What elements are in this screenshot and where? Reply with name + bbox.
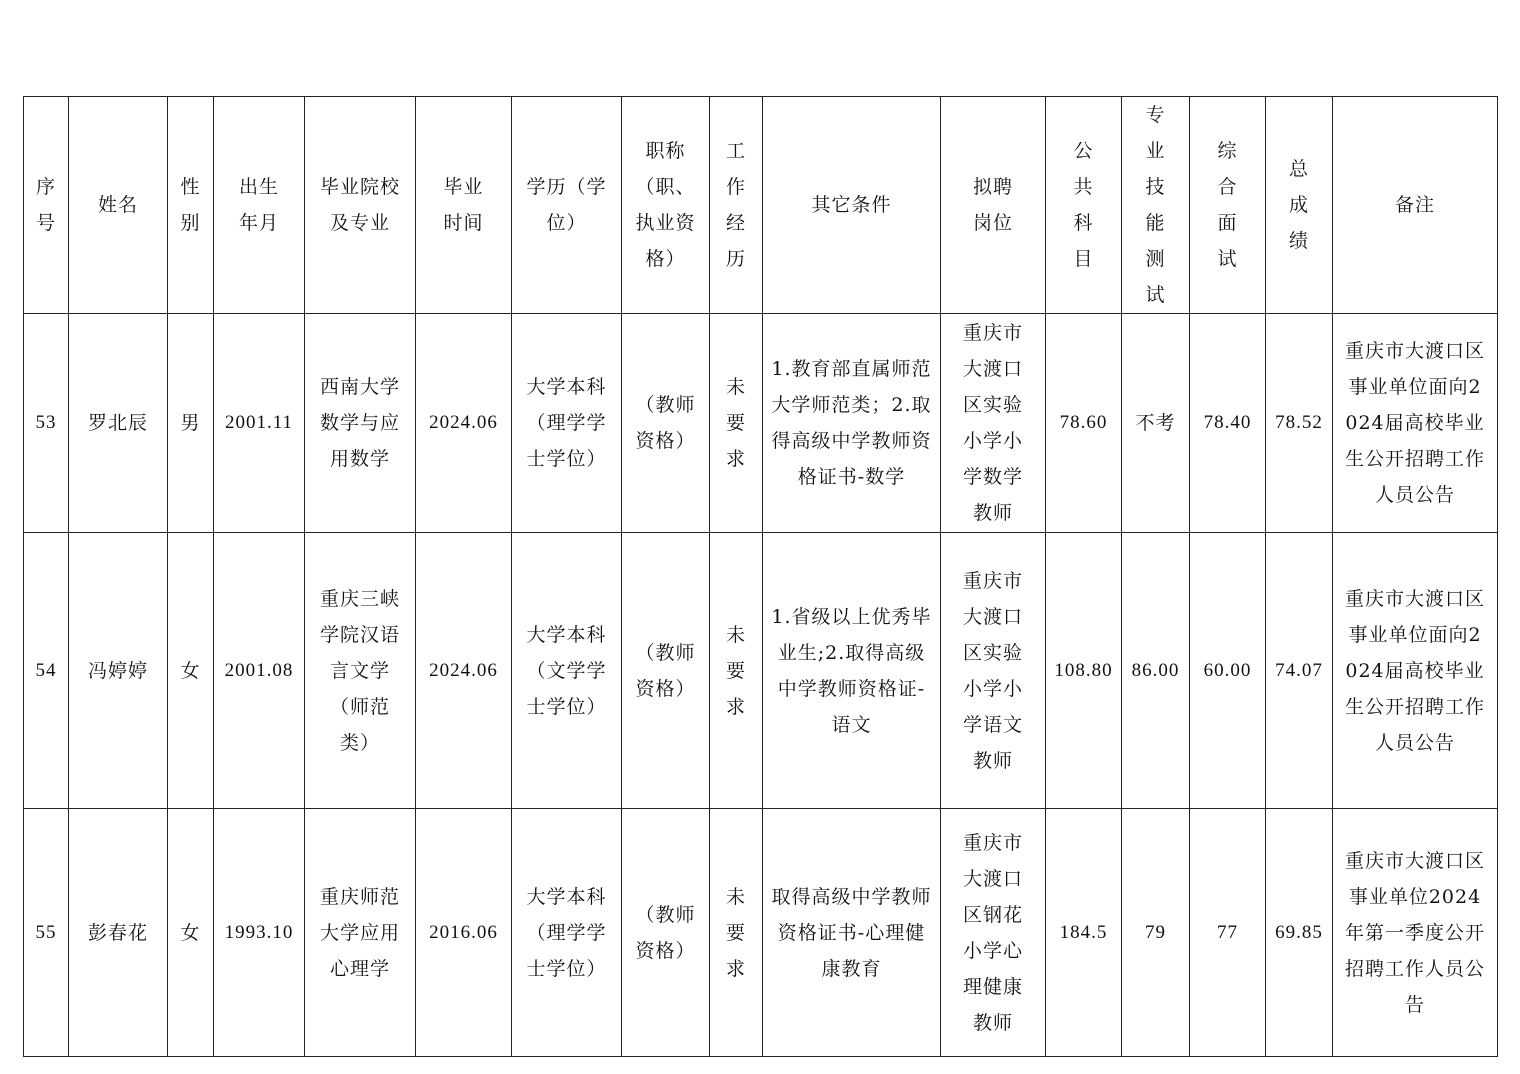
cell-public: 78.60 — [1046, 314, 1122, 533]
cell-other: 取得高级中学教师资格证书-心理健康教育 — [763, 809, 941, 1057]
cell-work: 未要求 — [710, 809, 763, 1057]
header-other: 其它条件 — [763, 97, 941, 314]
cell-seq: 54 — [24, 533, 69, 809]
cell-birth: 2001.08 — [214, 533, 305, 809]
header-remark: 备注 — [1333, 97, 1498, 314]
cell-birth: 2001.11 — [214, 314, 305, 533]
cell-gender: 女 — [168, 533, 214, 809]
header-work: 工作经历 — [710, 97, 763, 314]
header-name: 姓名 — [69, 97, 168, 314]
cell-title: （教师资格） — [622, 314, 710, 533]
cell-gender: 男 — [168, 314, 214, 533]
header-school: 毕业院校及专业 — [305, 97, 416, 314]
cell-school: 西南大学数学与应用数学 — [305, 314, 416, 533]
cell-title: （教师资格） — [622, 809, 710, 1057]
header-total: 总成绩 — [1266, 97, 1333, 314]
cell-seq: 55 — [24, 809, 69, 1057]
cell-seq: 53 — [24, 314, 69, 533]
cell-remark: 重庆市大渡口区事业单位面向2024届高校毕业生公开招聘工作人员公告 — [1333, 314, 1498, 533]
cell-other: 1.省级以上优秀毕业生;2.取得高级中学教师资格证-语文 — [763, 533, 941, 809]
cell-birth: 1993.10 — [214, 809, 305, 1057]
cell-public: 184.5 — [1046, 809, 1122, 1057]
cell-work: 未要求 — [710, 533, 763, 809]
table-row — [24, 533, 1498, 809]
cell-total: 78.52 — [1266, 314, 1333, 533]
cell-skill: 79 — [1122, 809, 1190, 1057]
cell-remark: 重庆市大渡口区事业单位面向2024届高校毕业生公开招聘工作人员公告 — [1333, 533, 1498, 809]
cell-degree: 大学本科（理学学士学位） — [512, 809, 622, 1057]
candidate-table — [23, 96, 1498, 1057]
cell-total: 69.85 — [1266, 809, 1333, 1057]
header-skill: 专业技能测试 — [1122, 97, 1190, 314]
cell-interview: 77 — [1190, 809, 1266, 1057]
header-degree: 学历（学位） — [512, 97, 622, 314]
cell-remark: 重庆市大渡口区事业单位2024年第一季度公开招聘工作人员公告 — [1333, 809, 1498, 1057]
cell-other: 1.教育部直属师范大学师范类；2.取得高级中学教师资格证书-数学 — [763, 314, 941, 533]
cell-interview: 78.40 — [1190, 314, 1266, 533]
cell-skill: 不考 — [1122, 314, 1190, 533]
cell-gender: 女 — [168, 809, 214, 1057]
cell-post: 重庆市大渡口区钢花小学心理健康教师 — [941, 809, 1046, 1057]
cell-name: 罗北辰 — [69, 314, 168, 533]
cell-degree: 大学本科（文学学士学位） — [512, 533, 622, 809]
cell-skill: 86.00 — [1122, 533, 1190, 809]
header-seq: 序号 — [24, 97, 69, 314]
cell-post: 重庆市大渡口区实验小学小学语文教师 — [941, 533, 1046, 809]
cell-degree: 大学本科（理学学士学位） — [512, 314, 622, 533]
cell-grad-time: 2024.06 — [416, 314, 512, 533]
cell-grad-time: 2016.06 — [416, 809, 512, 1057]
cell-name: 冯婷婷 — [69, 533, 168, 809]
cell-public: 108.80 — [1046, 533, 1122, 809]
header-gender: 性别 — [168, 97, 214, 314]
cell-name: 彭春花 — [69, 809, 168, 1057]
header-row — [24, 97, 1498, 314]
cell-grad-time: 2024.06 — [416, 533, 512, 809]
table-row — [24, 314, 1498, 533]
header-grad-time: 毕业时间 — [416, 97, 512, 314]
header-post: 拟聘岗位 — [941, 97, 1046, 314]
cell-work: 未要求 — [710, 314, 763, 533]
header-public: 公共科目 — [1046, 97, 1122, 314]
cell-school: 重庆三峡学院汉语言文学（师范类） — [305, 533, 416, 809]
header-title: 职称（职、执业资格） — [622, 97, 710, 314]
cell-title: （教师资格） — [622, 533, 710, 809]
cell-post: 重庆市大渡口区实验小学小学数学教师 — [941, 314, 1046, 533]
cell-interview: 60.00 — [1190, 533, 1266, 809]
header-interview: 综合面试 — [1190, 97, 1266, 314]
cell-total: 74.07 — [1266, 533, 1333, 809]
cell-school: 重庆师范大学应用心理学 — [305, 809, 416, 1057]
header-birth: 出生年月 — [214, 97, 305, 314]
table-row — [24, 809, 1498, 1057]
